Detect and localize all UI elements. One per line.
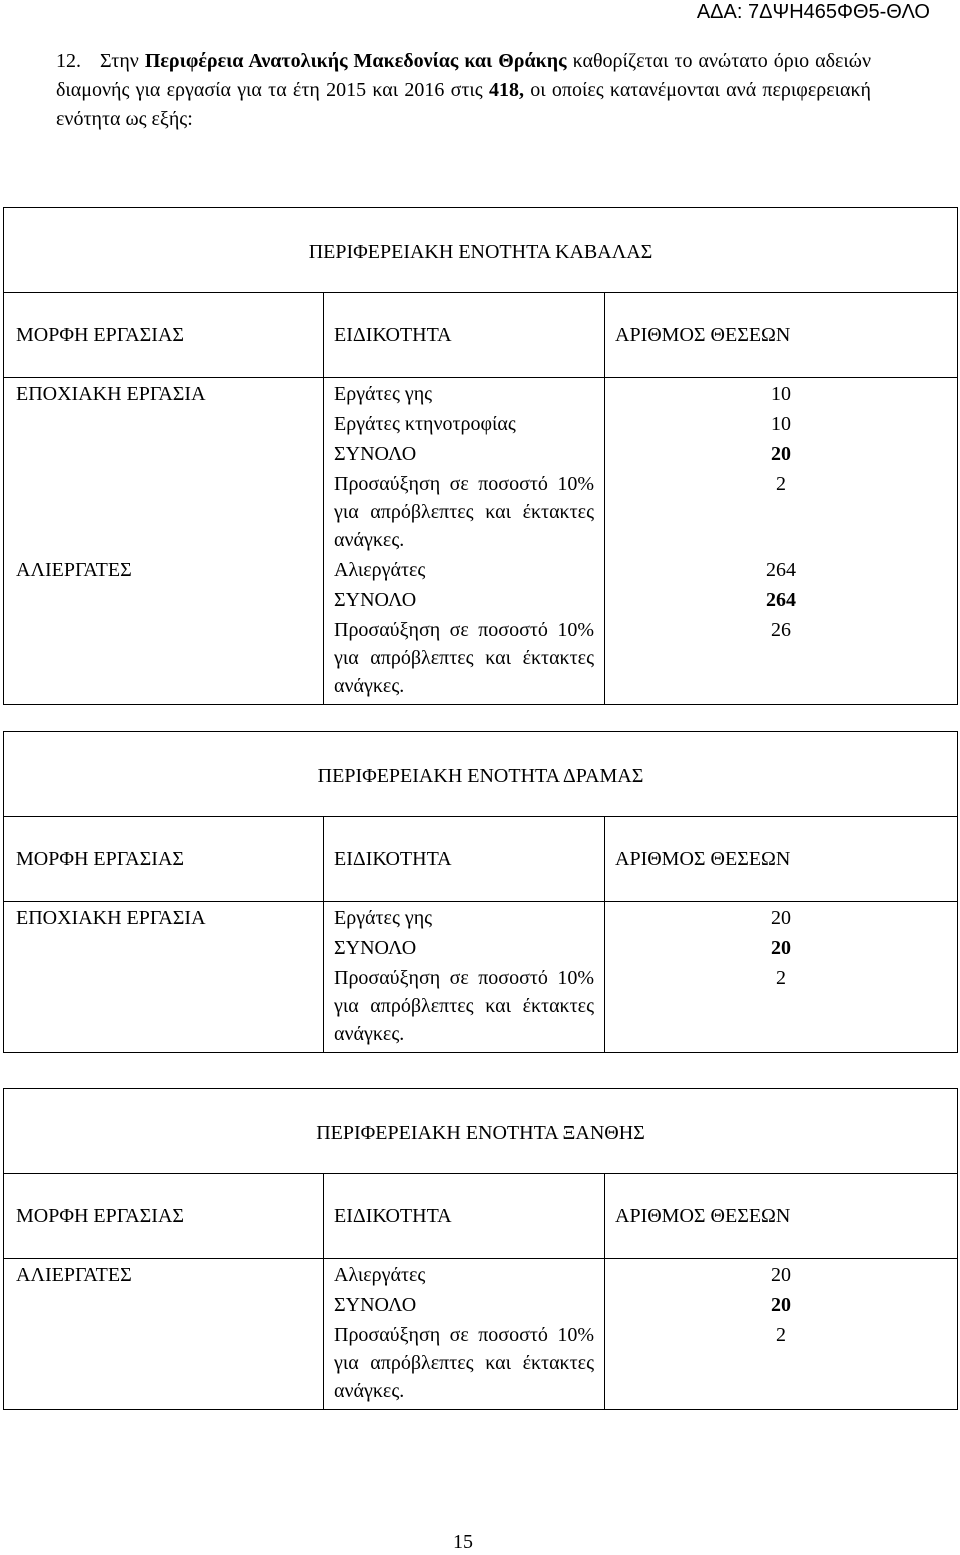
positions-cell: 264 (605, 554, 958, 584)
total-value: 20 (605, 438, 958, 468)
positions-cell: 10 (605, 378, 958, 409)
total-value: 264 (605, 584, 958, 614)
specialty-cell: Αλιεργάτες (334, 1264, 426, 1286)
document-ada-code: ΑΔΑ: 7ΔΨΗ465ΦΘ5-ΘΛΟ (696, 1, 930, 23)
header-positions: ΑΡΙΘΜΟΣ ΘΕΣΕΩΝ (605, 293, 958, 378)
increase-value: 2 (605, 1319, 958, 1410)
xanthi-title: ΠΕΡΙΦΕΡΕΙΑΚΗ ΕΝΟΤΗΤΑ ΞΑΝΘΗΣ (4, 1089, 958, 1174)
increase-label: Προσαύξηση σε ποσοστό 10% για απρόβλεπτες και έκτακτες ανάγκες. (324, 1319, 605, 1410)
region-name: Περιφέρεια Ανατολικής Μακεδονίας και Θράκης (144, 50, 567, 72)
positions-cell: 20 (605, 902, 958, 933)
total-value: 20 (605, 932, 958, 962)
kavala-table (3, 207, 958, 705)
total-label: ΣΥΝΟΛΟ (334, 589, 417, 611)
increase-value: 2 (605, 962, 958, 1053)
header-specialty: ΕΙΔΙΚΟΤΗΤΑ (324, 293, 605, 378)
intro-text-1: Στην (100, 50, 145, 72)
page-number: 15 (453, 1531, 473, 1553)
total-label: ΣΥΝΟΛΟ (334, 1294, 417, 1316)
category-seasonal: ΕΠΟΧΙΑΚΗ ΕΡΓΑΣΙΑ (4, 378, 324, 555)
specialty-cell: Αλιεργάτες (334, 559, 426, 581)
increase-label: Προσαύξηση σε ποσοστό 10% για απρόβλεπτες και έκτακτες ανάγκες. (334, 473, 594, 551)
header-work-form: ΜΟΡΦΗ ΕΡΓΑΣΙΑΣ (4, 1174, 324, 1259)
increase-label: Προσαύξηση σε ποσοστό 10% για απρόβλεπτες και έκτακτες ανάγκες. (324, 614, 605, 705)
specialty-cell: Εργάτες κτηνοτροφίας (334, 413, 516, 435)
intro-paragraph (56, 47, 871, 134)
category-fishers: ΑΛΙΕΡΓΑΤΕΣ (4, 554, 324, 705)
header-specialty: ΕΙΔΙΚΟΤΗΤΑ (324, 817, 605, 902)
header-specialty: ΕΙΔΙΚΟΤΗΤΑ (324, 1174, 605, 1259)
total-label: ΣΥΝΟΛΟ (334, 443, 417, 465)
positions-cell: 10 (605, 408, 958, 438)
increase-value: 26 (605, 614, 958, 705)
drama-table (3, 731, 958, 1053)
kavala-title: ΠΕΡΙΦΕΡΕΙΑΚΗ ΕΝΟΤΗΤΑ ΚΑΒΑΛΑΣ (4, 208, 958, 293)
intro-text-3: οι οποίες κατανέμονται ανά περιφερειακή ενότητα ως εξής: (56, 79, 871, 130)
header-work-form: ΜΟΡΦΗ ΕΡΓΑΣΙΑΣ (4, 293, 324, 378)
permit-total: 418, (488, 79, 524, 101)
positions-cell: 20 (605, 1259, 958, 1290)
category-seasonal: ΕΠΟΧΙΑΚΗ ΕΡΓΑΣΙΑ (4, 902, 324, 1053)
intro-text-2: καθορίζεται το ανώτατο όριο αδειών διαμονής για εργασία για τα έτη 2015 και 2016 στις (56, 50, 871, 101)
xanthi-table (3, 1088, 958, 1410)
header-positions: ΑΡΙΘΜΟΣ ΘΕΣΕΩΝ (605, 817, 958, 902)
total-label: ΣΥΝΟΛΟ (334, 937, 417, 959)
drama-title: ΠΕΡΙΦΕΡΕΙΑΚΗ ΕΝΟΤΗΤΑ ΔΡΑΜΑΣ (4, 732, 958, 817)
specialty-cell: Εργάτες γης (334, 383, 433, 405)
header-positions: ΑΡΙΘΜΟΣ ΘΕΣΕΩΝ (605, 1174, 958, 1259)
increase-label: Προσαύξηση σε ποσοστό 10% για απρόβλεπτες και έκτακτες ανάγκες. (324, 962, 605, 1053)
specialty-cell: Εργάτες γης (334, 907, 433, 929)
paragraph-number: 12. (56, 50, 81, 72)
category-fishers: ΑΛΙΕΡΓΑΤΕΣ (4, 1259, 324, 1410)
header-work-form: ΜΟΡΦΗ ΕΡΓΑΣΙΑΣ (4, 817, 324, 902)
increase-value: 2 (605, 468, 958, 554)
total-value: 20 (605, 1289, 958, 1319)
